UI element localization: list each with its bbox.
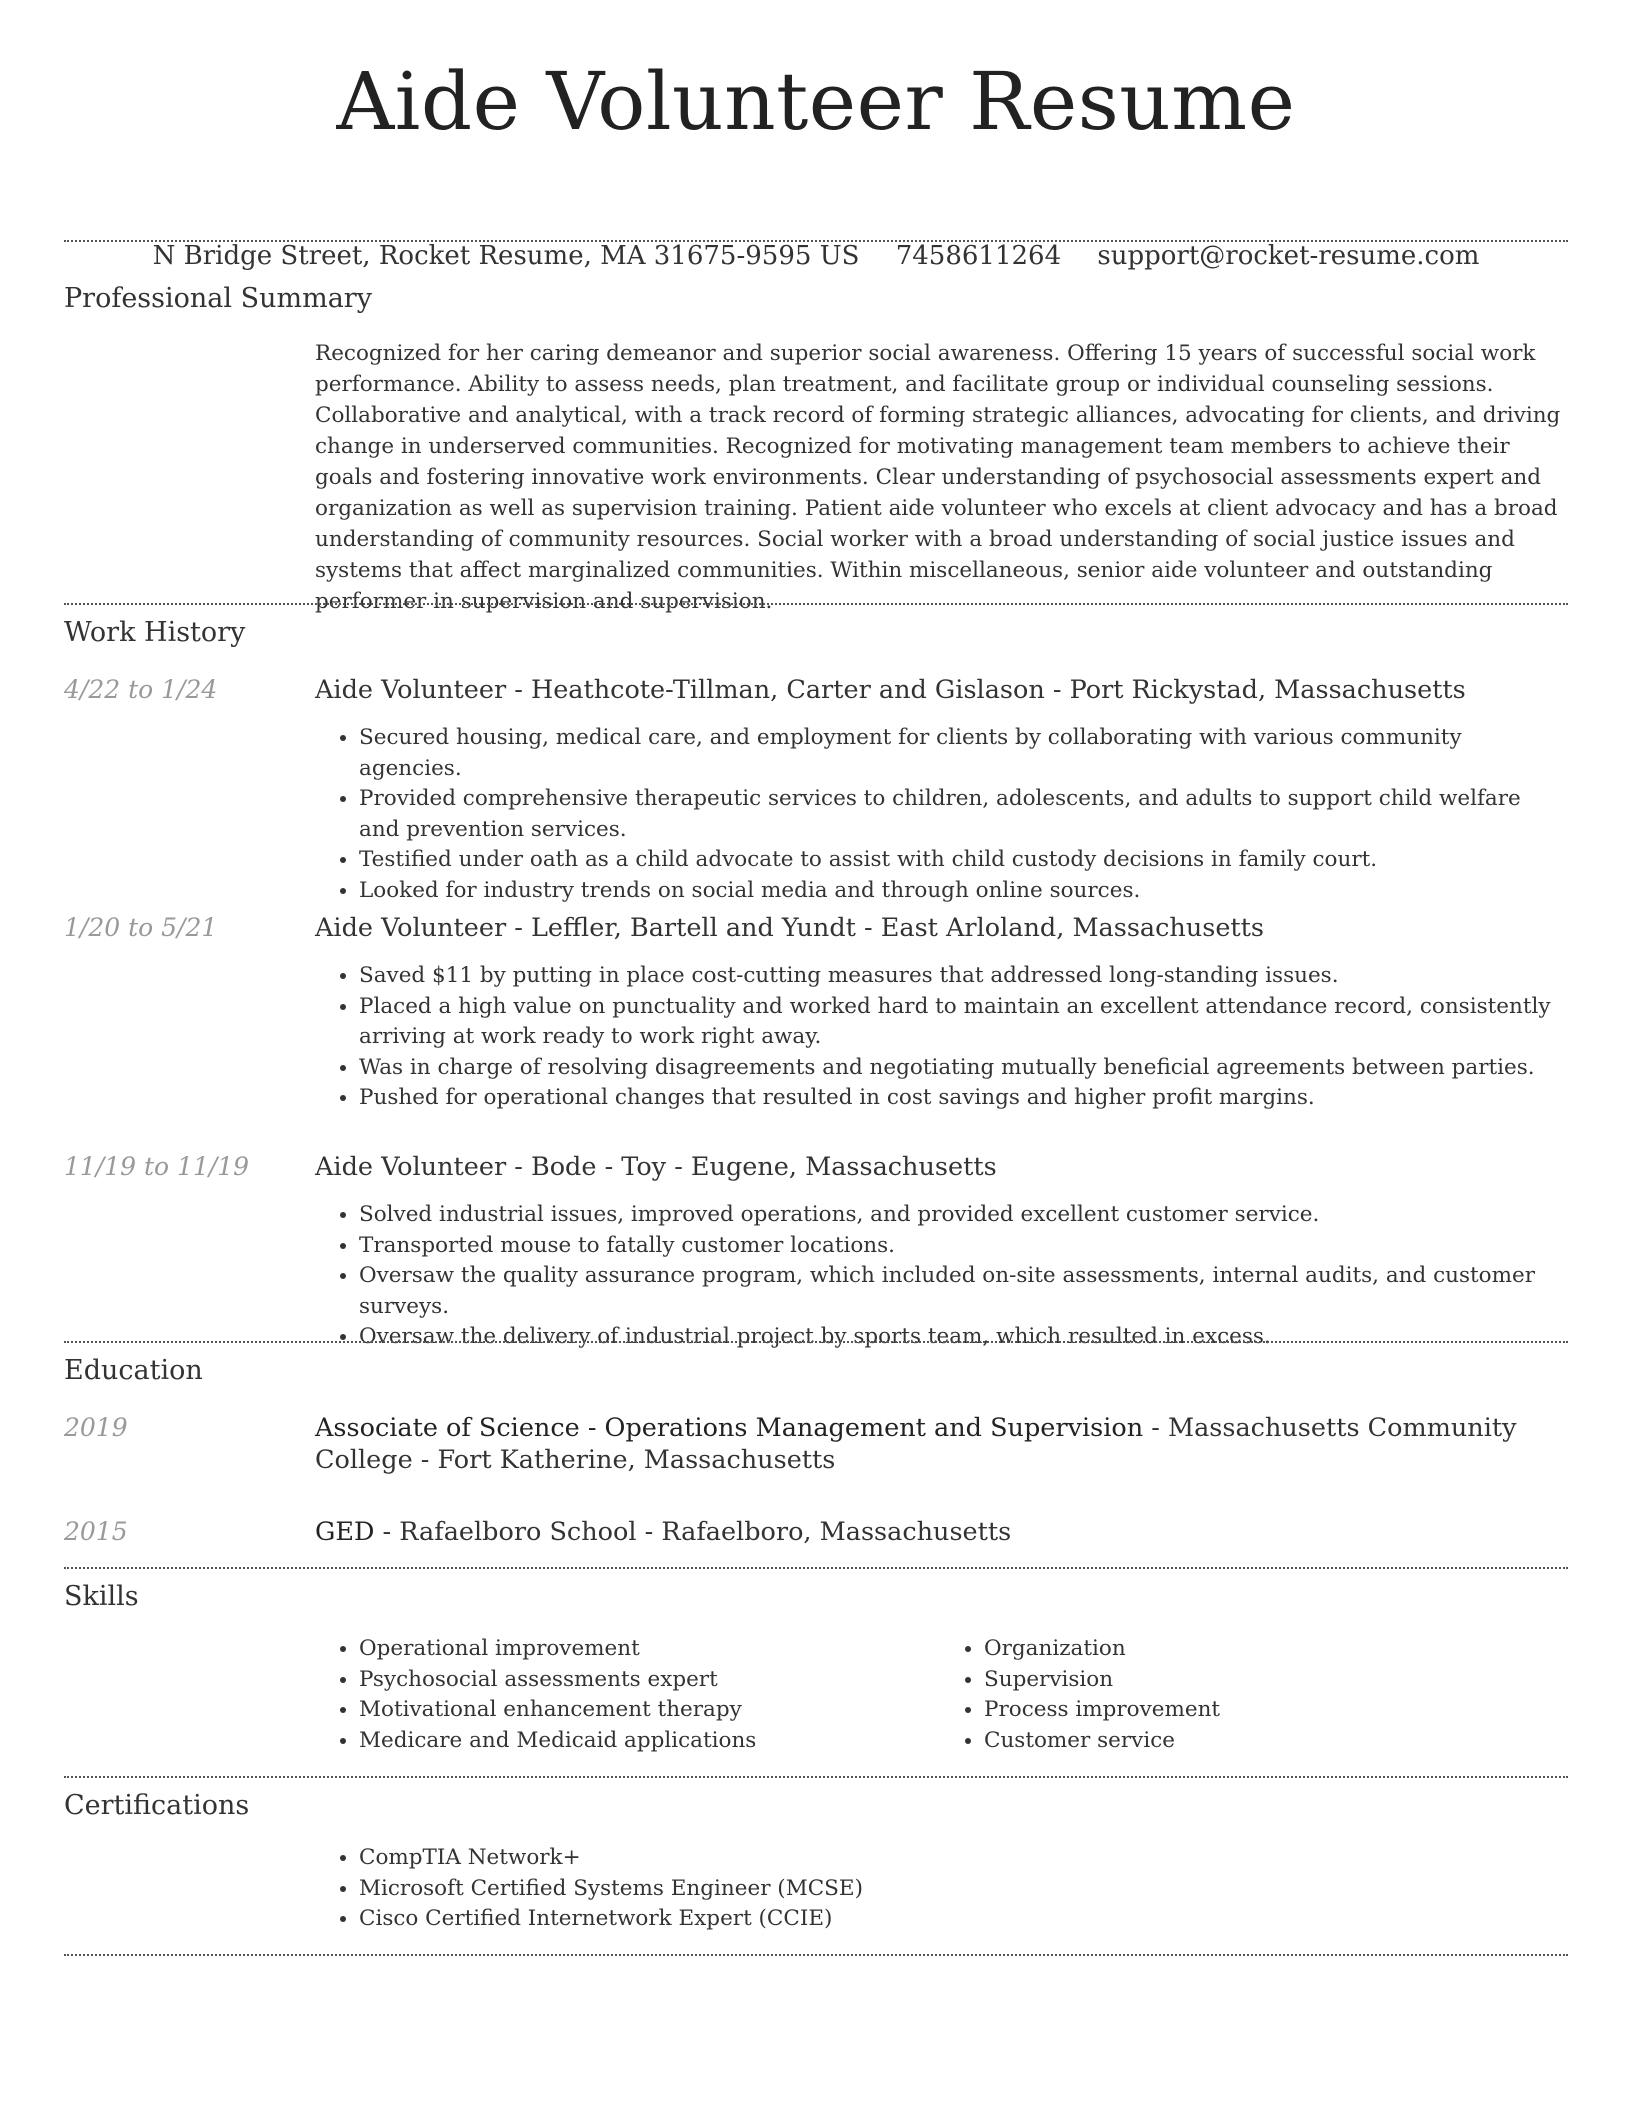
summary-section — [64, 282, 1568, 614]
summary-text: Recognized for her caring demeanor and superior social awareness. Offering 15 years of successful social work performance. Ability to assess needs, plan treatment, and facilitate group or individual counseling sessions. Collaborative and analytical, with a track record of forming strategic alliances, advocating for clients, and driving change in underserved communities. Recognized for motivating management team members to achieve their goals and fostering innovative work environments. Clear understanding of psychosocial assessments expert and organization as well as supervision training. Patient aide volunteer who excels at client advocacy and has a broad understanding of community resources. Social worker with a broad understanding of social justice issues and systems that affect marginalized communities. Within miscellaneous, senior aide volunteer and outstanding performer in supervision and supervision. — [315, 341, 1561, 614]
certifications-heading: Certifications — [64, 1790, 250, 1821]
skills-grid — [315, 1634, 1565, 1756]
certifications-section — [64, 1789, 1568, 1931]
list-item: • Looked for industry trends on social media and through online sources. — [359, 876, 1565, 907]
education-school: - Massachusetts Community College - Fort Katherine, Massachusetts — [315, 1413, 1517, 1475]
section-divider — [64, 1567, 1568, 1569]
work-history-section — [64, 616, 1568, 650]
list-item: • Organization — [984, 1634, 1565, 1665]
list-item: • Oversaw the delivery of industrial project by sports team, which resulted in excess. — [359, 1322, 1565, 1353]
education-school: - Rafaelboro School - Rafaelboro, Massachusetts — [374, 1517, 1012, 1547]
resume-header — [0, 0, 1632, 152]
job-bullets — [315, 723, 1565, 906]
list-item: • Secured housing, medical care, and employment for clients by collaborating with various community agencies. — [359, 723, 1565, 784]
list-item: • Was in charge of resolving disagreements and negotiating mutually beneficial agreements between parties. — [359, 1053, 1565, 1084]
contact-phone: 7458611264 — [895, 241, 1062, 271]
skills-list-left — [315, 1634, 940, 1756]
section-divider — [64, 1954, 1568, 1956]
list-item: • Psychosocial assessments expert — [359, 1665, 940, 1696]
list-item: • Placed a high value on punctuality and worked hard to maintain an excellent attendance record, consistently arriving at work ready to work right away. — [359, 992, 1565, 1053]
education-heading: Education — [64, 1355, 203, 1386]
education-year: 2015 — [64, 1517, 128, 1546]
list-item: • Testified under oath as a child advocate to assist with child custody decisions in family court. — [359, 845, 1565, 876]
work-history-heading: Work History — [64, 617, 246, 648]
list-item: • Motivational enhancement therapy — [359, 1695, 940, 1726]
job-dates: 1/20 to 5/21 — [64, 913, 218, 942]
summary-heading: Professional Summary — [64, 283, 372, 314]
contact-email: support@rocket-resume.com — [1097, 241, 1480, 271]
skills-heading: Skills — [64, 1581, 139, 1612]
education-degree: Associate of Science - Operations Management and Supervision — [315, 1413, 1144, 1443]
section-divider — [64, 1776, 1568, 1778]
job-dates: 4/22 to 1/24 — [64, 675, 218, 704]
contact-line — [0, 240, 1632, 272]
job-bullets — [315, 961, 1565, 1114]
list-item: • Operational improvement — [359, 1634, 940, 1665]
list-item: • Pushed for operational changes that resulted in cost savings and higher profit margins. — [359, 1083, 1565, 1114]
list-item: • Transported mouse to fatally customer locations. — [359, 1231, 1565, 1262]
list-item: • Microsoft Certified Systems Engineer (MCSE) — [359, 1874, 1565, 1905]
education-degree: GED — [315, 1517, 375, 1547]
education-year: 2019 — [64, 1413, 128, 1442]
list-item: • CompTIA Network+ — [359, 1843, 1565, 1874]
education-section — [64, 1354, 1568, 1388]
list-item: • Medicare and Medicaid applications — [359, 1726, 940, 1757]
list-item: • Provided comprehensive therapeutic services to children, adolescents, and adults to support child welfare and prevention services. — [359, 784, 1565, 845]
list-item: • Cisco Certified Internetwork Expert (CCIE) — [359, 1904, 1565, 1935]
skills-list-right — [940, 1634, 1565, 1756]
section-divider — [64, 1341, 1568, 1343]
job-heading: Aide Volunteer - Heathcote-Tillman, Carter and Gislason - Port Rickystad, Massachusetts — [315, 675, 1466, 705]
list-item: • Customer service — [984, 1726, 1565, 1757]
job-dates: 11/19 to 11/19 — [64, 1152, 250, 1181]
list-item: • Process improvement — [984, 1695, 1565, 1726]
job-bullets — [315, 1200, 1565, 1353]
resume-title: Aide Volunteer Resume — [336, 55, 1296, 148]
education-heading-line — [315, 1412, 1555, 1476]
list-item: • Oversaw the quality assurance program, which included on-site assessments, internal audits, and customer surveys. — [359, 1261, 1565, 1322]
certifications-list — [315, 1843, 1565, 1935]
list-item: • Saved $11 by putting in place cost-cutting measures that addressed long-standing issues. — [359, 961, 1565, 992]
section-divider — [64, 240, 1568, 242]
list-item: • Solved industrial issues, improved operations, and provided excellent customer service. — [359, 1200, 1565, 1231]
list-item: • Supervision — [984, 1665, 1565, 1696]
skills-section — [64, 1580, 1568, 1753]
job-heading: Aide Volunteer - Bode - Toy - Eugene, Massachusetts — [315, 1152, 997, 1182]
contact-address: N Bridge Street, Rocket Resume, MA 31675-9595 US — [152, 241, 860, 271]
job-heading: Aide Volunteer - Leffler, Bartell and Yundt - East Arloland, Massachusetts — [315, 913, 1265, 943]
section-divider — [64, 603, 1568, 605]
education-heading-line — [315, 1516, 1565, 1548]
